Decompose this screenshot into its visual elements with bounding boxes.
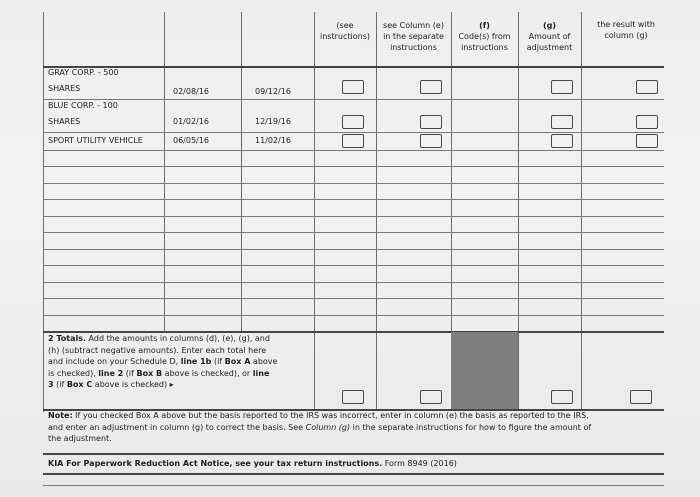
grid-line xyxy=(43,12,44,412)
form-footer: KIA For Paperwork Reduction Act Notice, see your tax return instructions. Form 8949 (2016) xyxy=(48,459,457,468)
header-col-e-note: see Column (e) in the separate instructions xyxy=(383,21,444,52)
total-col-h-field[interactable] xyxy=(630,390,652,404)
header-col-f: (f) Code(s) from instructions xyxy=(458,21,511,52)
row-2-col-g-field[interactable] xyxy=(551,115,573,129)
row-1-description-line2: SHARES xyxy=(48,84,81,93)
row-rule xyxy=(43,265,664,266)
row-rule xyxy=(43,183,664,184)
grid-line xyxy=(241,12,242,332)
header-col-h: the result with column (g) xyxy=(597,20,655,40)
row-3-col-e-field[interactable] xyxy=(420,134,442,148)
grid-line xyxy=(518,12,519,410)
total-col-see-field[interactable] xyxy=(342,390,364,404)
row-1-date-sold: 09/12/16 xyxy=(255,87,291,96)
row-rule xyxy=(43,216,664,217)
row-rule xyxy=(43,282,664,283)
lower-rule xyxy=(43,485,664,486)
row-rule xyxy=(43,249,664,250)
grid-line xyxy=(164,12,165,332)
row-2-col-see-field[interactable] xyxy=(342,115,364,129)
row-2-col-h-field[interactable] xyxy=(636,115,658,129)
row-1-col-e-field[interactable] xyxy=(420,80,442,94)
grid-line xyxy=(581,12,582,410)
row-1-col-g-field[interactable] xyxy=(551,80,573,94)
row-2-description-line1: BLUE CORP. - 100 xyxy=(48,101,118,110)
total-col-g-field[interactable] xyxy=(551,390,573,404)
note-text: Note: If you checked Box A above but the basis reported to the IRS was incorrect, enter in column (e) the basis as reported to the IRS, and enter an adjustment in column (g) to correct the basis. See Column (g) in the separate instructions for how to figure the amount of the adjustment. xyxy=(48,411,592,443)
row-2-date-sold: 12/19/16 xyxy=(255,117,291,126)
row-3-col-h-field[interactable] xyxy=(636,134,658,148)
header-col-g: (g) Amount of adjustment xyxy=(526,21,573,52)
row-1-col-h-field[interactable] xyxy=(636,80,658,94)
row-rule xyxy=(43,315,664,316)
row-3-col-see-field[interactable] xyxy=(342,134,364,148)
grid-line xyxy=(314,12,315,410)
row-2-description-line2: SHARES xyxy=(48,117,81,126)
row-rule xyxy=(43,166,664,167)
row-1-col-see-field[interactable] xyxy=(342,80,364,94)
row-1-description-line1: GRAY CORP. - 500 xyxy=(48,68,119,77)
header-bottom-rule xyxy=(43,66,664,68)
row-3-description-line1: SPORT UTILITY VEHICLE xyxy=(48,136,143,145)
note-bottom-rule xyxy=(43,453,664,455)
totals-col-f-shaded xyxy=(451,332,518,409)
row-rule xyxy=(43,298,664,299)
header-col-see: (see instructions) xyxy=(320,21,370,41)
footer-bottom-rule xyxy=(43,473,664,475)
row-2-date-acquired: 01/02/16 xyxy=(173,117,209,126)
row-3-date-sold: 11/02/16 xyxy=(255,136,291,145)
row-rule xyxy=(43,150,664,151)
row-rule xyxy=(43,99,664,100)
row-rule xyxy=(43,132,664,133)
row-rule xyxy=(43,232,664,233)
row-3-date-acquired: 06/05/16 xyxy=(173,136,209,145)
grid-line xyxy=(376,12,377,410)
row-2-col-e-field[interactable] xyxy=(420,115,442,129)
row-1-date-acquired: 02/08/16 xyxy=(173,87,209,96)
row-rule xyxy=(43,199,664,200)
total-col-e-field[interactable] xyxy=(420,390,442,404)
totals-instructions: 2 Totals. Add the amounts in columns (d), (e), (g), and (h) (subtract negative amounts). Enter each total here and include on your Schedule D, line 1b (if Box A above is checked), line 2 (if Box B above is checked), or line 3 (if Box C above is checked) ▸ xyxy=(48,334,278,389)
row-3-col-g-field[interactable] xyxy=(551,134,573,148)
